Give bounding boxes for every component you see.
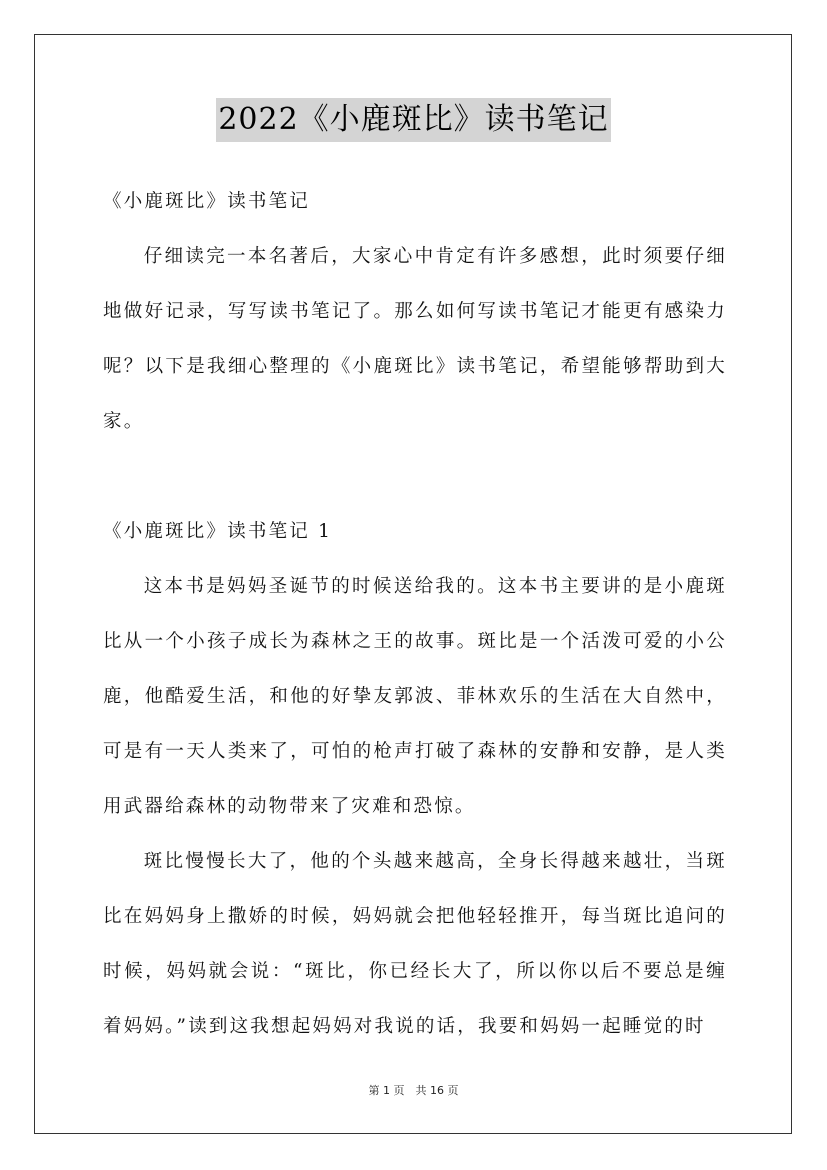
document-title: 2022《小鹿斑比》读书笔记 bbox=[216, 98, 610, 142]
section-heading: 《小鹿斑比》读书笔记 1 bbox=[103, 521, 333, 542]
document-body bbox=[103, 174, 727, 1054]
title-container bbox=[0, 98, 827, 142]
subtitle: 《小鹿斑比》读书笔记 bbox=[103, 191, 311, 212]
body-paragraph-2: 斑比慢慢长大了，他的个头越来越高，全身长得越来越壮，当斑比在妈妈身上撒娇的时候，妈妈就会把他轻轻推开，每当斑比追问的时候，妈妈就会说：“斑比，你已经长大了，所以你以后不要总是缠着妈妈。”读到这我想起妈妈对我说的话，我要和妈妈一起睡觉的时 bbox=[103, 851, 727, 1037]
intro-paragraph: 仔细读完一本名著后，大家心中肯定有许多感想，此时须要仔细地做好记录，写写读书笔记了。那么如何写读书笔记才能更有感染力呢？以下是我细心整理的《小鹿斑比》读书笔记，希望能够帮助到大家。 bbox=[103, 246, 727, 432]
spacer bbox=[103, 449, 727, 504]
page-footer: 第 1 页 共 16 页 bbox=[368, 1084, 459, 1097]
body-paragraph-1: 这本书是妈妈圣诞节的时候送给我的。这本书主要讲的是小鹿斑比从一个小孩子成长为森林之王的故事。斑比是一个活泼可爱的小公鹿，他酷爱生活，和他的好挚友郭波、菲林欢乐的生活在大自然中，可是有一天人类来了，可怕的枪声打破了森林的安静和安静，是人类用武器给森林的动物带来了灾难和恐惊。 bbox=[103, 576, 727, 817]
